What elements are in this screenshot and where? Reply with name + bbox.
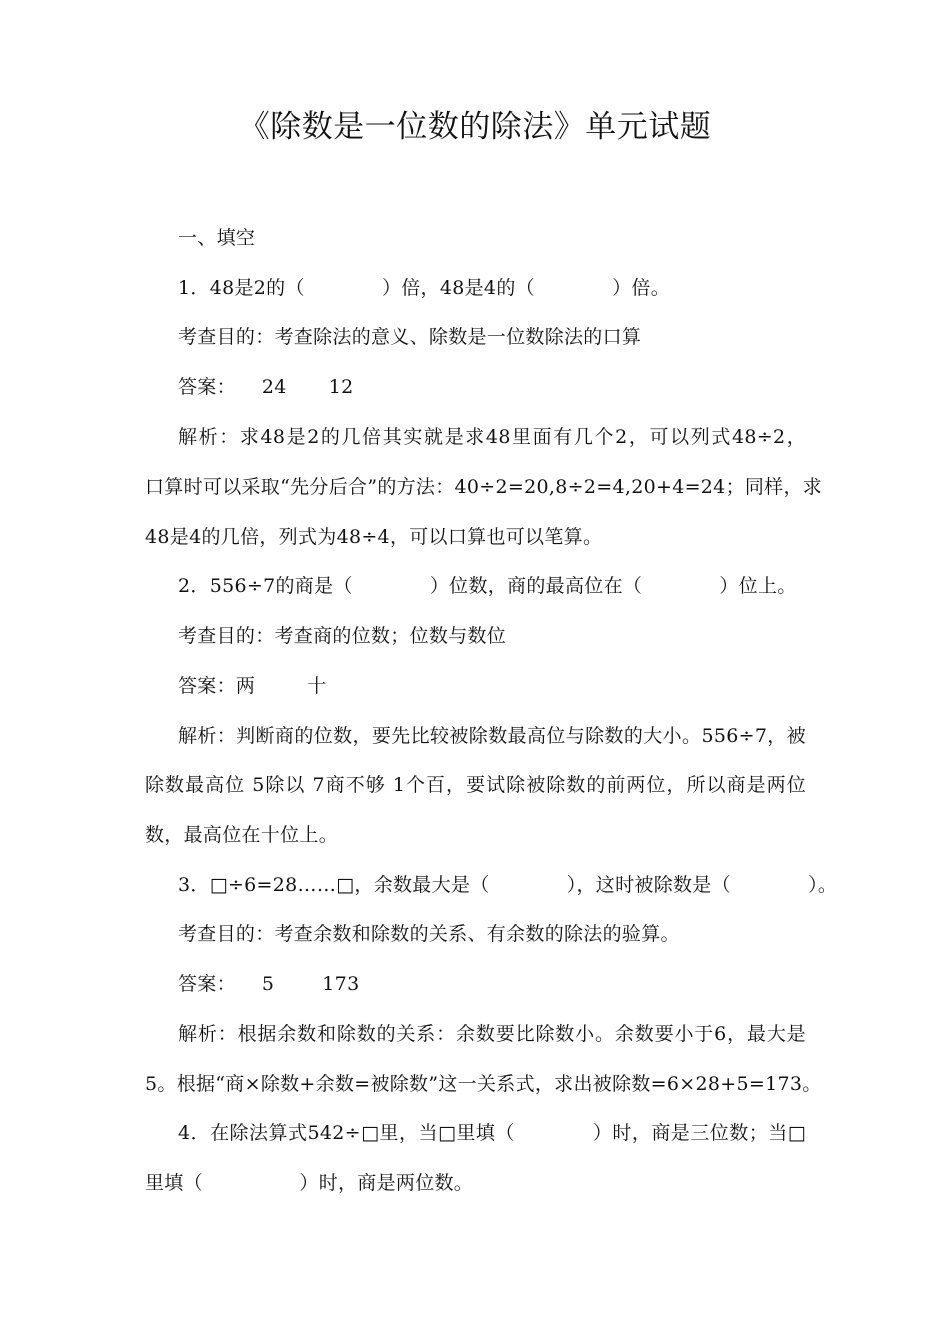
answer-value: 24 [261,376,287,398]
question-1-purpose: 考查目的：考查除法的意义、除数是一位数除法的口算 [178,326,642,348]
question-3: 3．□÷6=28……□，余数最大是（ ），这时被除数是（ ）。 [178,874,838,896]
answer-value: 173 [322,973,360,995]
answer-label: 答案： [178,376,236,398]
question-2-analysis: 除数最高位 5除以 7商不够 1个百，要试除被除数的前两位，所以商是两位 [145,774,806,796]
answer-label: 答案： [178,973,236,995]
question-1-analysis: 口算时可以采取“先分后合”的方法：40÷2=20,8÷2=4,20+4=24；同样，求 [145,476,823,498]
question-4: 里填（ ）时，商是两位数。 [145,1172,474,1194]
answer-value: 5 [261,973,275,995]
section-heading: 一、填空 [178,227,256,249]
answer-label: 答案： [178,675,236,697]
question-2-answer [178,672,327,700]
question-3-answer [178,970,359,998]
question-3-analysis: 5。根据“商×除数+余数=被除数”这一关系式，求出被除数=6×28+5=173。 [145,1073,822,1095]
question-1-analysis: 解析：求48是2的几倍其实就是求48里面有几个2，可以列式48÷2， [178,426,806,448]
question-2: 2．556÷7的商是（ ）位数，商的最高位在（ ）位上。 [178,575,797,597]
question-1: 1．48是2的（ ）倍，48是4的（ ）倍。 [178,277,671,299]
document-title: 《除数是一位数的除法》单元试题 [238,109,712,145]
question-2-analysis: 解析：判断商的位数，要先比较被除数最高位与除数的大小。556÷7，被 [178,725,806,747]
question-1-analysis: 48是4的几倍，列式为48÷4，可以口算也可以笔算。 [145,526,603,548]
question-4: 4．在除法算式542÷□里，当□里填（ ）时，商是三位数；当□ [178,1122,806,1144]
answer-value: 12 [328,376,354,398]
question-2-analysis: 数，最高位在十位上。 [145,824,339,846]
question-3-purpose: 考查目的：考查余数和除数的关系、有余数的除法的验算。 [178,923,680,945]
question-1-answer [178,373,353,401]
question-2-purpose: 考查目的：考查商的位数；位数与数位 [178,625,507,647]
question-3-analysis: 解析：根据余数和除数的关系：余数要比除数小。余数要小于6，最大是 [178,1023,806,1045]
answer-value: 两 [235,675,256,697]
answer-value: 十 [307,675,327,697]
